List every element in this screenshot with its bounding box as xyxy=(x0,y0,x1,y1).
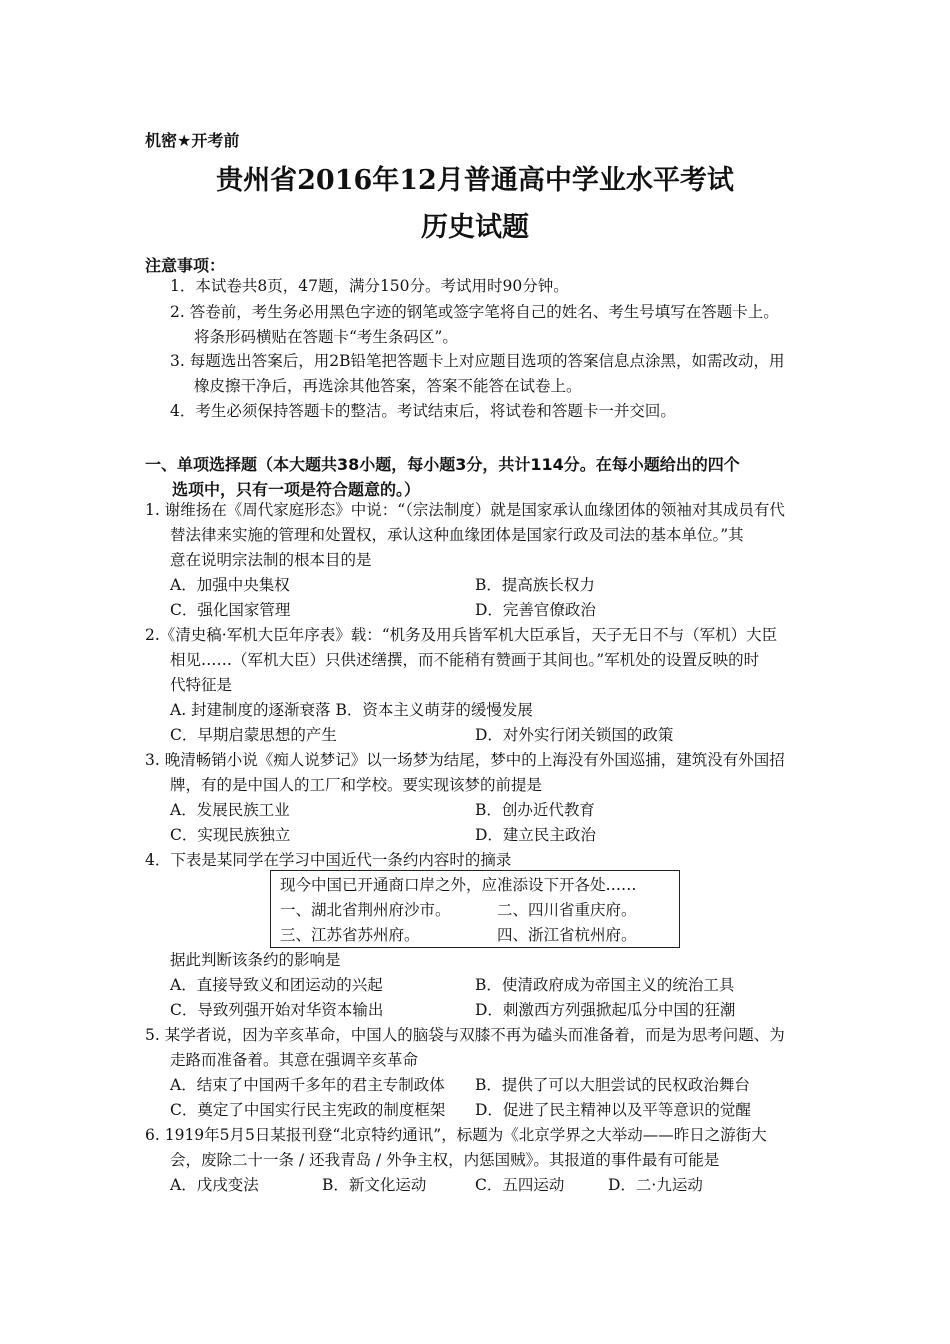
option-a: A．戊戌变法 xyxy=(170,1176,259,1194)
option-d: D．建立民主政治 xyxy=(475,826,596,844)
treaty-excerpt-line: 二、四川省重庆府。 xyxy=(497,901,637,919)
question-4-stem: 据此判断该条约的影响是 xyxy=(170,951,341,969)
notice-item: 1．本试卷共8页，47题，满分150分。考试用时90分钟。 xyxy=(170,277,569,295)
option-a: A．直接导致义和团运动的兴起 xyxy=(170,976,383,994)
option-d: D．促进了民主精神以及平等意识的觉醒 xyxy=(475,1101,751,1119)
notice-item: 4．考生必须保持答题卡的整洁。考试结束后，将试卷和答题卡一并交回。 xyxy=(170,402,676,420)
question-5-stem: 5. 某学者说，因为辛亥革命，中国人的脑袋与双膝不再为磕头而准备着，而是为思考问题、为 xyxy=(145,1026,785,1044)
question-4-stem: 4．下表是某同学在学习中国近代一条约内容时的摘录 xyxy=(145,851,512,869)
option-c: C．强化国家管理 xyxy=(170,601,291,619)
question-6-stem: 会，废除二十一条 / 还我青岛 / 外争主权，内惩国贼》。其报道的事件最有可能是 xyxy=(170,1151,720,1169)
option-d: D．对外实行闭关锁国的政策 xyxy=(475,726,674,744)
option-b: B．新文化运动 xyxy=(322,1176,427,1194)
option-d: D．完善官僚政治 xyxy=(475,601,596,619)
option-a: A．结束了中国两千多年的君主专制政体 xyxy=(170,1076,445,1094)
option-b: B．提供了可以大胆尝试的民权政治舞台 xyxy=(475,1076,750,1094)
question-5-stem: 走路而准备着。其意在强调辛亥革命 xyxy=(170,1051,419,1069)
question-1-stem: 1. 谢维扬在《周代家庭形态》中说：“（宗法制度）就是国家承认血缘团体的领袖对其成员有代 xyxy=(145,501,785,519)
option-d: D．刺激西方列强掀起瓜分中国的狂潮 xyxy=(475,1001,736,1019)
option-d: D．二·九运动 xyxy=(608,1176,703,1194)
treaty-excerpt-line: 四、浙江省杭州府。 xyxy=(497,926,637,944)
question-2-stem: 2.《清史稿·军机大臣年序表》载：“机务及用兵皆军机大臣承旨，天子无日不与（军机）大臣 xyxy=(145,626,778,644)
treaty-excerpt-line: 一、湖北省荆州府沙市。 xyxy=(280,901,451,919)
option-a: A．发展民族工业 xyxy=(170,801,290,819)
question-3-stem: 3. 晚清畅销小说《痴人说梦记》以一场梦为结尾，梦中的上海没有外国巡捕，建筑没有外国招 xyxy=(145,751,785,769)
option-a: A．加强中央集权 xyxy=(170,576,290,594)
exam-title: 贵州省2016年12月普通高中学业水平考试 xyxy=(216,165,734,196)
question-1-stem: 替法律来实施的管理和处置权，承认这种血缘团体是国家行政及司法的基本单位。”其 xyxy=(170,526,744,544)
notice-heading: 注意事项： xyxy=(145,256,226,275)
confidential-label: 机密★开考前 xyxy=(145,131,240,150)
option-b: B．提高族长权力 xyxy=(475,576,595,594)
notice-item: 橡皮擦干净后，再选涂其他答案，答案不能答在试卷上。 xyxy=(194,377,582,395)
question-2-stem: 代特征是 xyxy=(170,676,233,694)
treaty-excerpt-line: 三、江苏省苏州府。 xyxy=(280,926,420,944)
section-heading: 一、单项选择题（本大题共38小题，每小题3分，共计114分。在每小题给出的四个 xyxy=(145,455,740,474)
question-2-stem: 相见……（军机大臣）只供述缮撰，而不能稍有赞画于其间也。”军机处的设置反映的时 xyxy=(170,651,760,669)
section-heading-cont: 选项中，只有一项是符合题意的。） xyxy=(172,480,421,499)
option-b: B．创办近代教育 xyxy=(475,801,595,819)
option-c: C．奠定了中国实行民主宪政的制度框架 xyxy=(170,1101,446,1119)
question-6-stem: 6. 1919年5月5日某报刊登“北京特约通讯”，标题为《北京学界之大举动——昨日之游街大 xyxy=(145,1126,767,1144)
option-ab: A. 封建制度的逐渐衰落 B．资本主义萌芽的缓慢发展 xyxy=(170,701,533,719)
question-3-stem: 牌，有的是中国人的工厂和学校。要实现该梦的前提是 xyxy=(170,776,543,794)
option-c: C．五四运动 xyxy=(475,1176,565,1194)
notice-item: 将条形码横贴在答题卡“考生条码区”。 xyxy=(194,328,458,346)
option-b: B．使清政府成为帝国主义的统治工具 xyxy=(475,976,735,994)
option-c: C．实现民族独立 xyxy=(170,826,291,844)
exam-subtitle: 历史试题 xyxy=(421,212,529,243)
treaty-excerpt-line: 现今中国已开通商口岸之外，应准添设下开各处…… xyxy=(280,876,637,894)
notice-item: 3. 每题选出答案后，用2B铅笔把答题卡上对应题目选项的答案信息点涂黑，如需改动，用 xyxy=(170,352,785,370)
notice-item: 2. 答卷前，考生务必用黑色字迹的钢笔或签字笔将自己的姓名、考生号填写在答题卡上。 xyxy=(170,303,779,321)
option-c: C．早期启蒙思想的产生 xyxy=(170,726,337,744)
option-c: C．导致列强开始对华资本输出 xyxy=(170,1001,384,1019)
question-1-stem: 意在说明宗法制的根本目的是 xyxy=(170,551,372,569)
